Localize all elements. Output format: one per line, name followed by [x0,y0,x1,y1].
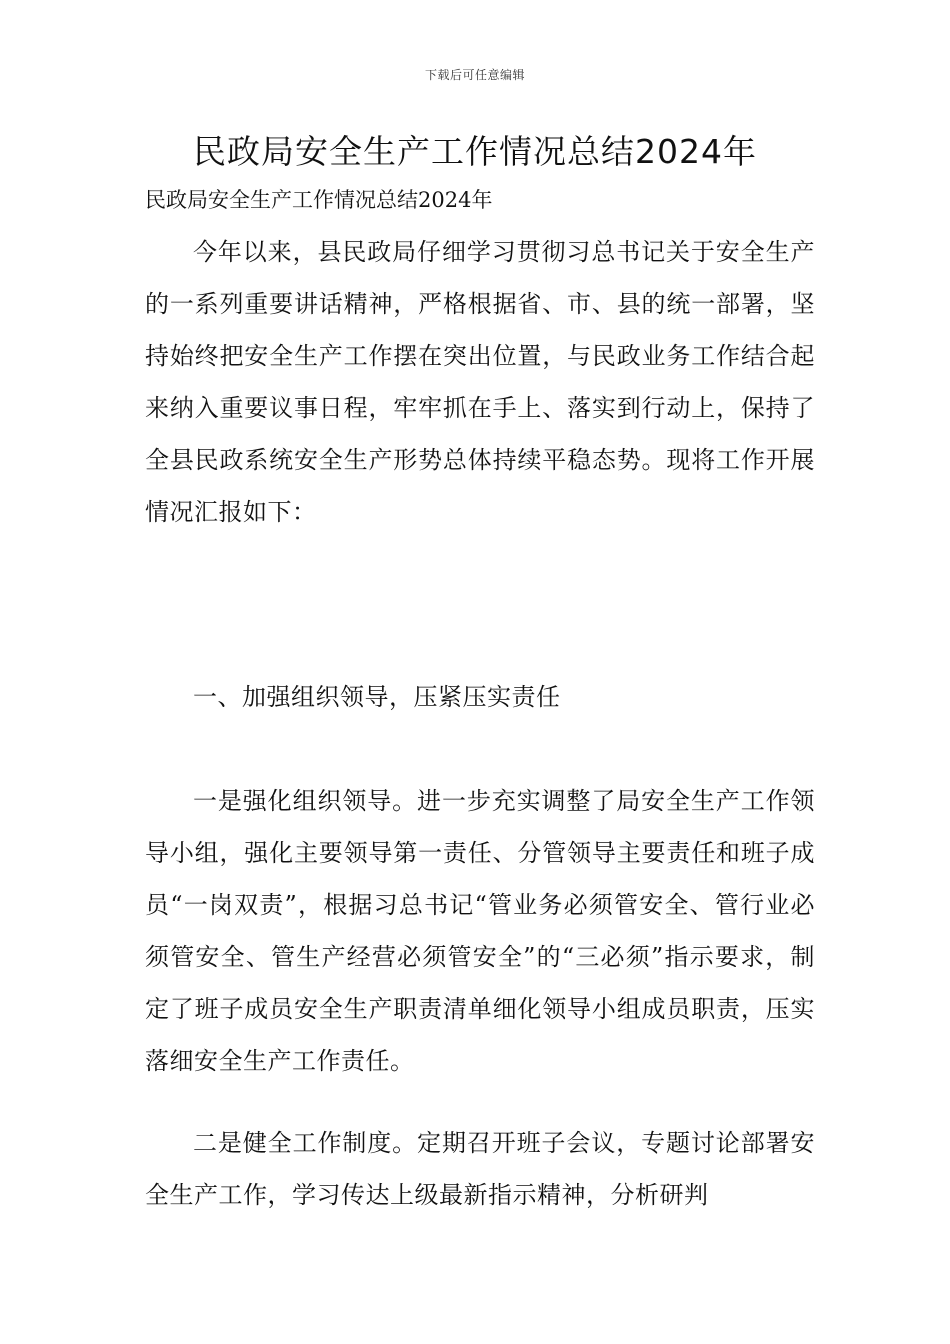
document-subtitle: 民政局安全生产工作情况总结2024年 [145,188,493,212]
header-note: 下载后可任意编辑 [424,68,525,82]
intro-paragraph: 今年以来，县民政局仔细学习贯彻习总书记关于安全生产的一系列重要讲话精神，严格根据省、市、县的统一部署，坚持始终把安全生产工作摆在突出位置，与民政业务工作结合起来纳入重要议事日程，牢牢抓在手上、落实到行动上，保持了全县民政系统安全生产形势总体持续平稳态势。现将工作开展情况汇报如下： [145,238,815,526]
paragraph-item-1: 一是强化组织领导。进一步充实调整了局安全生产工作领导小组，强化主要领导第一责任、分管领导主要责任和班子成员“一岗双责”，根据习总书记“管业务必须管安全、管行业必须管安全、管生产经营必须管安全”的“三必须”指示要求，制定了班子成员安全生产职责清单细化领导小组成员职责，压实落细安全生产工作责任。 [145,787,815,1075]
document-title: 民政局安全生产工作情况总结2024年 [193,132,757,171]
paragraph-item-2: 二是健全工作制度。定期召开班子会议，专题讨论部署安全生产工作，学习传达上级最新指示精神，分析研判 [145,1129,815,1209]
section-heading: 一、加强组织领导，压紧压实责任 [193,683,561,711]
